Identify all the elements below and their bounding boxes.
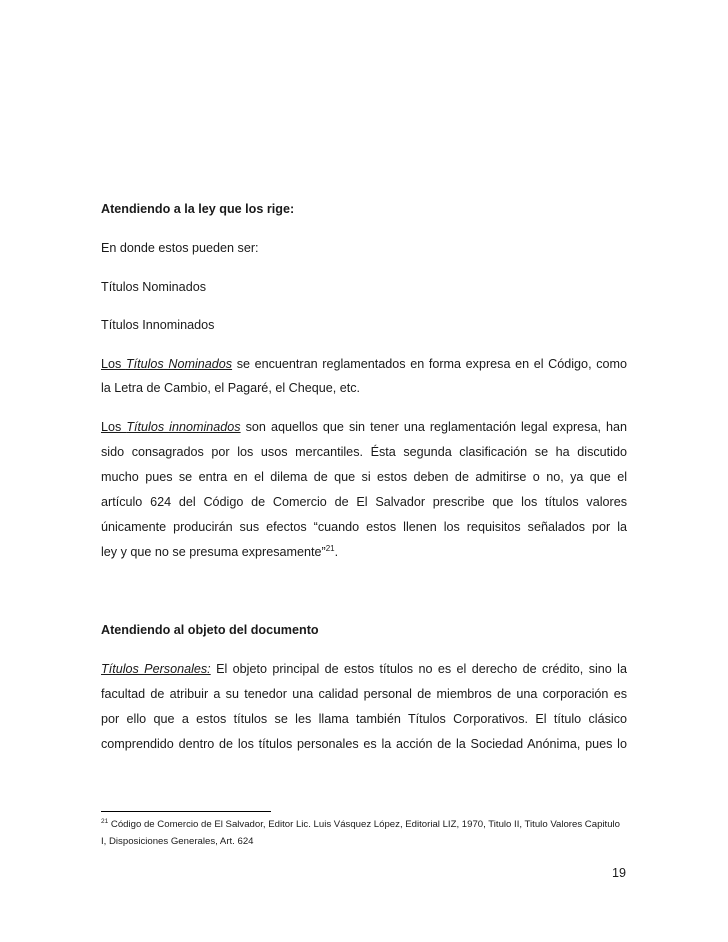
footnote-line-2: I, Disposiciones Generales, Art. 624 bbox=[101, 836, 254, 847]
para-nominados-line-1 bbox=[101, 356, 627, 372]
page-number: 19 bbox=[611, 866, 626, 880]
term-titulos-nominados: Títulos Nominados bbox=[125, 357, 233, 371]
para-personales-rest: El objeto principal de estos títulos no es el derecho de crédito, sino la bbox=[210, 662, 627, 676]
para-innominados-line-6 bbox=[101, 544, 627, 560]
list-item-innominados: Títulos Innominados bbox=[101, 318, 215, 332]
para-innominados-line-6-end: . bbox=[334, 545, 339, 559]
footnote-ref-21[interactable]: 21 bbox=[325, 543, 335, 553]
para-innominados-line-5: únicamente producirán sus efectos “cuando estos llenen los requisitos señalados por la bbox=[101, 520, 627, 534]
para-innominados-line-2: sido consagrados por los usos mercantiles. Ésta segunda clasificación se ha discutido bbox=[101, 445, 627, 459]
heading-objeto: Atendiendo al objeto del documento bbox=[101, 623, 319, 637]
footnote-line-1 bbox=[101, 819, 620, 831]
footnote-text-1: Código de Comercio de El Salvador, Editor Lic. Luis Vásquez López, Editorial LIZ, 1970, Titulo II, Titulo Valores Capitulo bbox=[108, 819, 620, 830]
para-personales-line-2: facultad de atribuir a su tenedor una calidad personal de miembros de una corporación es bbox=[101, 687, 627, 701]
term-titulos-personales: Títulos Personales: bbox=[101, 662, 211, 676]
term-titulos-innominados: Títulos innominados bbox=[126, 420, 241, 434]
para-nominados-line-2: la Letra de Cambio, el Pagaré, el Cheque, etc. bbox=[101, 381, 361, 395]
para-personales-line-1 bbox=[101, 661, 627, 677]
para-innominados-line-1 bbox=[101, 419, 627, 435]
intro-text: En donde estos pueden ser: bbox=[101, 241, 259, 255]
para-nominados-lead: Los bbox=[101, 357, 126, 371]
list-item-nominados: Títulos Nominados bbox=[101, 280, 206, 294]
para-personales-line-4: comprendido dentro de los títulos personales es la acción de la Sociedad Anónima, pues lo bbox=[101, 737, 627, 751]
heading-ley: Atendiendo a la ley que los rige: bbox=[101, 202, 295, 216]
footnote-separator bbox=[101, 811, 271, 812]
para-nominados-rest: se encuentran reglamentados en forma expresa en el Código, como bbox=[232, 357, 627, 371]
footnote-number: 21 bbox=[101, 817, 109, 825]
para-innominados-line-3: mucho pues se entra en el dilema de que si estos deben de admitirse o no, ya que el bbox=[101, 470, 627, 484]
para-innominados-rest: son aquellos que sin tener una reglamentación legal expresa, han bbox=[240, 420, 627, 434]
para-personales-line-3: por ello que a estos títulos se les llama también Títulos Corporativos. El título clásico bbox=[101, 712, 627, 726]
para-innominados-lead: Los bbox=[101, 420, 127, 434]
para-innominados-line-4: artículo 624 del Código de Comercio de El Salvador prescribe que los títulos valores bbox=[101, 495, 627, 509]
para-innominados-line-6-text: ley y que no se presuma expresamente” bbox=[101, 545, 326, 559]
